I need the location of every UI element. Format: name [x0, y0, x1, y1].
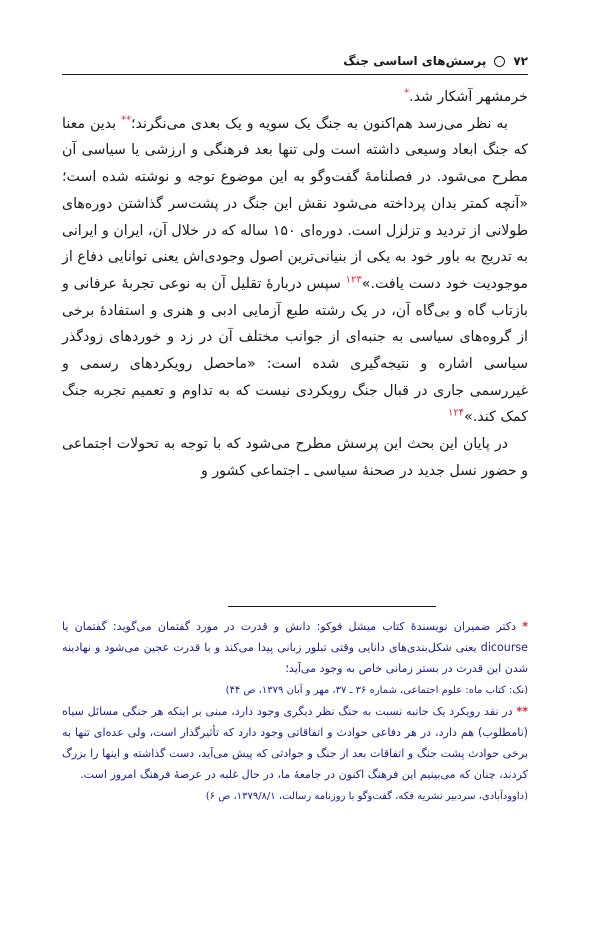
page-number: ۷۲ — [513, 54, 528, 68]
paragraph-3: در پایان این بحث این پرسش مطرح می‌شود که با توجه به تحولات اجتماعی و حضور نسل جدید در صحنهٔ سیاسی ـ اجتماعی کشور و — [62, 436, 528, 479]
footnote-1: * دکتر ضمیران نویسندهٔ کتاب میشل فوکو: دانش و قدرت در مورد گفتمان می‌گوید: گفتمان یا dicourse یعنی شکل‌بندی‌های دانایی وقتی تبلور زبانی پیدا می‌کند و با قدرت عجین می‌شود و نهادینه شدن این قدرت در بستر زمانی خاص به وجود می‌آید؛ — [62, 620, 528, 676]
footnote-2-source: (داوودآبادی، سردبیر نشریه فکه، گفت‌وگو با روزنامه رسالت، ۱۳۷۹/۸/۱، ص ۶) — [205, 790, 528, 802]
footnote-1-source: (نک: کتاب ماه: علوم اجتماعی، شماره ۳۶ ـ ۳۷، مهر و آبان ۱۳۷۹، ص ۴۴) — [225, 684, 528, 696]
header-rule — [62, 74, 528, 75]
footnote-rule — [228, 606, 436, 607]
endnote-ref: ۱۲۴ — [448, 407, 465, 419]
paragraph-2: به نظر می‌رسد هم‌اکنون به جنگ یک سویه و یک بعدی می‌نگرند؛** بدین معنا که جنگ ابعاد وسیعی داشته است ولی تنها بعد فرهنگی و ارزشی یا سیاسی آن مطرح می‌شود. در فصلنامهٔ گفت‌وگو به این موضوع توجه و نوشته شده است؛ «آنچه کمتر بدان پرداخته می‌شود نقش این جنگ در پشت‌سر گذاشتن دوره‌های طولانی از تردید و تزلزل است. دوره‌ای ۱۵۰ ساله که در خلال آن، ایران و ایرانی به تدریج به باور خود به یکی از بنیانی‌ترین اصول وجودی‌اش یعنی توانایی دفاع از موجودیت خود دست یافت.»$^{۱۲۳}$ سپس دربارهٔ تقلیل آن به نوعی تجربهٔ عرفانی و بازتاب گاه و بی‌گاه آن، در یک رشته طبع آزمایی ادبی و هنری و استفادهٔ برخی از گروه‌های سیاسی به جنبه‌ای از جوانب مختلف آن در زد و خوردهای زودگذر سیاسی اشاره و نتیجه‌گیری شده است: «ماحصل رویکردهای رسمی و غیررسمی جاری در قبال جنگ رویکردی نیست که به تداوم و تعمیم تجربه جنگ کمک کند.»$^{۱۲۴}$ — [62, 113, 529, 426]
paragraph-1: خرمشهر آشکار شد.* — [404, 87, 528, 105]
running-header — [62, 50, 528, 72]
main-text — [62, 84, 528, 485]
chapter-title: پرسش‌های اساسی جنگ — [343, 54, 487, 68]
circle-icon — [494, 56, 505, 67]
footnote-mark: * — [404, 87, 410, 99]
endnote-ref: ۱۲۳ — [345, 274, 362, 286]
footnote-mark: ** — [121, 113, 132, 125]
footnote-2: ** در نقد رویکرد یک جانبه نسبت به جنگ نظر دیگری وجود دارد، مبنی بر اینکه هر جنگی مسائل سیاه (نامطلوب) هم دارد، در هر دفاعی حوادث و اتفاقاتی وجود دارد که تأثیرگذار است، ولی عده‌ای تنها به برخی حوادث پشت جنگ و اتفاقات بعد از جنگ و حوادثی که پیش می‌آید، دست گذاشته و اینها را بزرگ کردند، چنان که می‌بینیم این فرهنگ اکنون در جامعهٔ ما، در حال غلبه در عرصهٔ فرهنگ امروز است. — [62, 704, 528, 782]
footnotes — [62, 616, 528, 807]
